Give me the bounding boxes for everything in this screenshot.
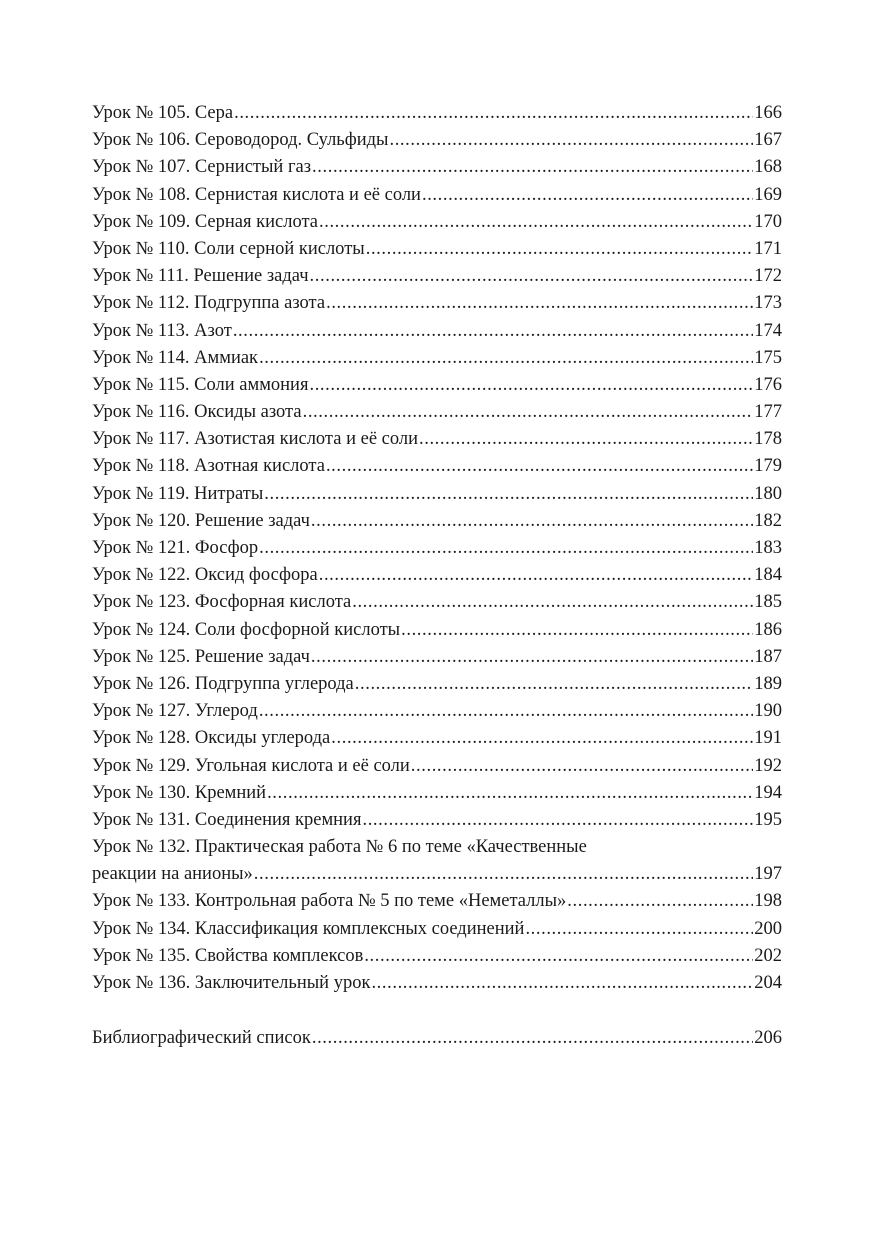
toc-entry[interactable] [92, 127, 782, 154]
dot-leader [567, 888, 753, 915]
toc-entry-page: 182 [754, 510, 782, 531]
toc-entry-page: 179 [754, 456, 782, 477]
toc-entry-title: Урок № 123. Фосфорная кислота [92, 592, 352, 613]
dot-leader [352, 589, 753, 616]
toc-entry-page: 174 [754, 320, 782, 341]
toc-entry-title: Урок № 134. Классификация комплексных соединений [92, 918, 525, 939]
toc-entry-132[interactable] [92, 834, 782, 888]
toc-entry[interactable] [92, 617, 782, 644]
dot-leader [303, 399, 754, 426]
toc-entry[interactable] [92, 916, 782, 943]
toc-entry[interactable] [92, 154, 782, 181]
toc-entry-title: Урок № 135. Свойства комплексов [92, 945, 364, 966]
dot-leader [234, 100, 753, 127]
toc-entry-page: 171 [754, 238, 782, 259]
toc-entry-page: 183 [754, 538, 782, 558]
dot-leader [267, 780, 753, 807]
toc-entry[interactable] [92, 888, 782, 915]
dot-leader [411, 753, 753, 780]
toc-entry-title: Урок № 116. Оксиды азота [92, 402, 302, 423]
dot-leader [364, 943, 753, 970]
toc-entry[interactable] [92, 426, 782, 453]
toc-entry[interactable] [92, 644, 782, 671]
toc-entry[interactable] [92, 671, 782, 698]
dot-leader [366, 236, 754, 263]
toc-entry[interactable] [92, 453, 782, 480]
toc-entry-page: 168 [754, 157, 782, 178]
toc-entry-page: 189 [754, 673, 782, 694]
toc-entry[interactable] [92, 508, 782, 535]
toc-entry-page: 202 [754, 945, 782, 966]
toc-entry-page: 175 [754, 347, 782, 368]
toc-entry-page: 192 [754, 755, 782, 776]
toc-entry-title: Урок № 133. Контрольная работа № 5 по теме «Неметаллы» [92, 891, 567, 912]
toc-entry-page: 190 [754, 701, 782, 722]
toc-entry-title: Урок № 121. Фосфор [92, 538, 259, 558]
toc-entry-page: 204 [754, 973, 782, 993]
toc-entry[interactable] [92, 970, 782, 997]
toc-entry-page: 195 [754, 809, 782, 830]
toc-entry-title: Урок № 127. Углерод [92, 701, 258, 722]
dot-leader [355, 671, 753, 698]
toc-entry[interactable] [92, 263, 782, 290]
toc-entry[interactable] [92, 209, 782, 236]
toc-entry-title: Урок № 119. Нитраты [92, 483, 264, 504]
toc-entry-title: Урок № 128. Оксиды углерода [92, 728, 331, 749]
dot-leader [389, 127, 753, 154]
toc-entry[interactable] [92, 725, 782, 752]
dot-leader [311, 508, 753, 535]
toc-entry-page: 184 [754, 565, 782, 586]
toc-entry-title: Библиографический список [92, 1028, 311, 1049]
dot-leader [319, 209, 753, 236]
toc-entry[interactable] [92, 345, 782, 372]
spacer [92, 997, 782, 1025]
toc-entry-title: Урок № 131. Соединения кремния [92, 809, 362, 830]
toc-entry[interactable] [92, 481, 782, 508]
toc-entry[interactable] [92, 780, 782, 807]
toc-entry-bibliography[interactable] [92, 1025, 782, 1052]
toc-entry-title: Урок № 125. Решение задач [92, 646, 310, 667]
toc-entry-title: Урок № 115. Соли аммония [92, 374, 309, 395]
toc-entry[interactable] [92, 318, 782, 345]
toc-entry[interactable] [92, 236, 782, 263]
dot-leader [422, 182, 753, 209]
toc-entry-title: Урок № 112. Подгруппа азота [92, 293, 326, 314]
dot-leader [254, 861, 753, 888]
toc-entry[interactable] [92, 589, 782, 616]
dot-leader [259, 345, 753, 372]
toc-entry-page: 185 [754, 592, 782, 613]
toc-entry[interactable] [92, 943, 782, 970]
toc-entry-title: Урок № 105. Сера [92, 103, 234, 123]
dot-leader [310, 263, 754, 290]
toc-entry-title: Урок № 111. Решение задач [92, 266, 309, 287]
dot-leader [319, 562, 754, 589]
dot-leader [362, 807, 753, 834]
dot-leader [401, 617, 753, 644]
dot-leader [326, 453, 753, 480]
dot-leader [326, 290, 753, 317]
toc-entry[interactable] [92, 399, 782, 426]
dot-leader [264, 481, 753, 508]
dot-leader [525, 916, 753, 943]
dot-leader [309, 372, 753, 399]
toc-entry-title: Урок № 136. Заключительный урок [92, 973, 371, 993]
toc-entry-title: Урок № 117. Азотистая кислота и её соли [92, 429, 418, 450]
toc-entry-page: 197 [754, 864, 782, 885]
toc-entry-page: 166 [754, 103, 782, 123]
toc-entry-page: 172 [754, 266, 782, 287]
toc-entry-title: Урок № 124. Соли фосфорной кислоты [92, 619, 401, 640]
toc-entry-title: Урок № 107. Сернистый газ [92, 157, 312, 178]
toc-entry[interactable] [92, 807, 782, 834]
toc-entry[interactable] [92, 753, 782, 780]
toc-entry-title: Урок № 126. Подгруппа углерода [92, 673, 354, 694]
toc-entry-title-line1: Урок № 132. Практическая работа № 6 по теме «Качественные [92, 837, 587, 858]
toc-entry-page: 177 [754, 402, 782, 423]
toc-entry-title: Урок № 129. Угольная кислота и её соли [92, 755, 410, 776]
toc-entry-page: 180 [754, 483, 782, 504]
toc-entry-page: 198 [754, 891, 782, 912]
toc-entries-after [92, 888, 782, 997]
toc-entry-title: Урок № 114. Аммиак [92, 347, 259, 368]
toc-entry[interactable] [92, 100, 782, 127]
toc-entry-page: 206 [754, 1028, 782, 1049]
dot-leader [371, 970, 753, 997]
toc-entry[interactable] [92, 562, 782, 589]
toc-entry-page: 194 [754, 782, 782, 803]
table-of-contents [92, 100, 782, 1052]
toc-entry-page: 176 [754, 374, 782, 395]
toc-entry-title: Урок № 118. Азотная кислота [92, 456, 325, 477]
toc-entry-title: Урок № 109. Серная кислота [92, 211, 318, 232]
dot-leader [419, 426, 753, 453]
toc-entry[interactable] [92, 372, 782, 399]
toc-entry-title: Урок № 113. Азот [92, 320, 232, 341]
toc-entry-page: 173 [754, 293, 782, 314]
toc-entry-title: Урок № 130. Кремний [92, 782, 267, 803]
dot-leader [312, 154, 753, 181]
toc-entry-title: Урок № 106. Сероводород. Сульфиды [92, 130, 389, 151]
toc-entry-title-line2: реакции на анионы» [92, 864, 253, 885]
dot-leader [331, 725, 753, 752]
toc-entry[interactable] [92, 535, 782, 562]
toc-entry-page: 187 [754, 646, 782, 667]
toc-entry-page: 167 [754, 130, 782, 151]
toc-entry-page: 200 [754, 918, 782, 939]
dot-leader [259, 698, 753, 725]
toc-entry-title: Урок № 110. Соли серной кислоты [92, 238, 365, 259]
dot-leader [311, 644, 753, 671]
toc-entry-page: 170 [754, 211, 782, 232]
toc-entry-title: Урок № 108. Сернистая кислота и её соли [92, 184, 421, 205]
toc-entry[interactable] [92, 290, 782, 317]
toc-entry[interactable] [92, 182, 782, 209]
toc-entry[interactable] [92, 698, 782, 725]
toc-entry-page: 186 [754, 619, 782, 640]
toc-entry-page: 191 [754, 728, 782, 749]
toc-entry-page: 169 [754, 184, 782, 205]
dot-leader [259, 535, 753, 562]
toc-entry-title: Урок № 122. Оксид фосфора [92, 565, 318, 586]
toc-entry-page: 178 [754, 429, 782, 450]
toc-entries [92, 100, 782, 834]
dot-leader [233, 318, 753, 345]
toc-entry-title: Урок № 120. Решение задач [92, 510, 310, 531]
dot-leader [312, 1025, 753, 1052]
